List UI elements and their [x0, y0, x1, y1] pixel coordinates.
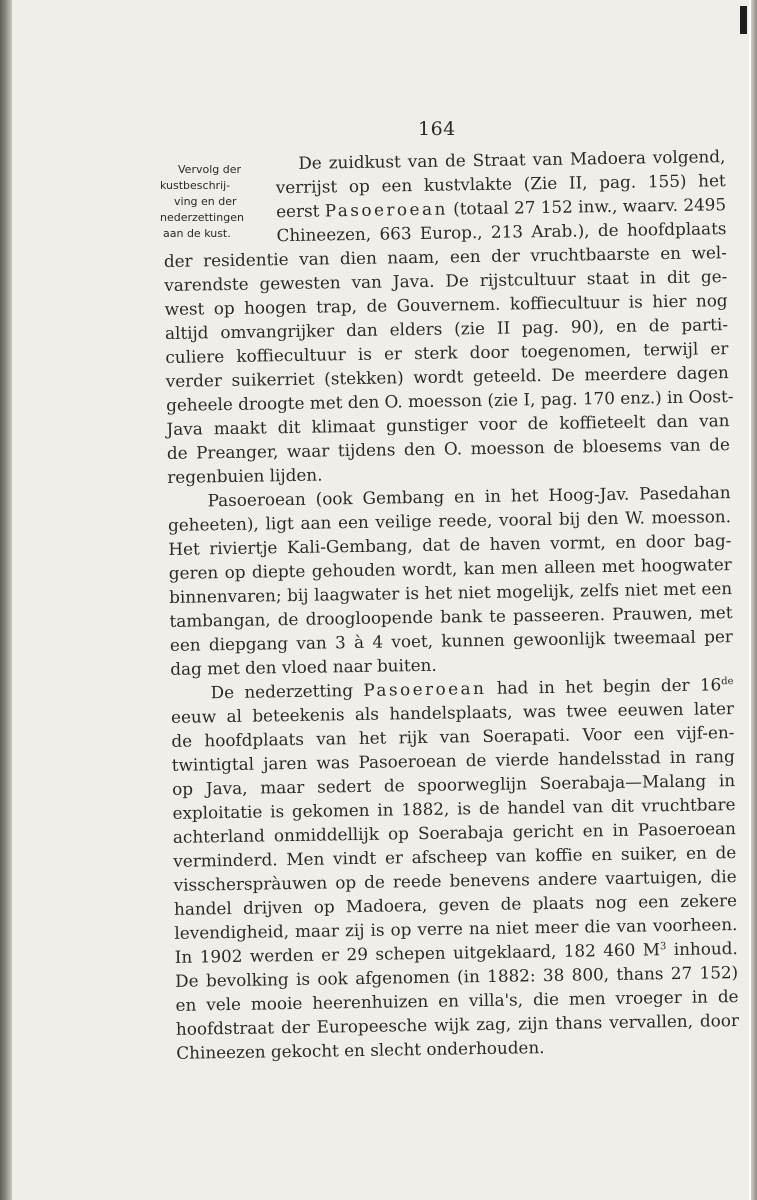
text-line: west op hoogen trap, de Gouvernem. koffiecultuur is hier nog [164, 290, 728, 319]
margin-note-line: Vervolg der [178, 163, 242, 176]
text-line: verminderd. Men vindt er afscheep van koffie en suiker, en de [173, 842, 737, 871]
text-line: der residentie van dien naam, een der vruchtbaarste en wel- [163, 242, 727, 271]
text-segment: eerst [275, 200, 320, 222]
place-name-spaced: Pasoeroean [324, 198, 448, 221]
text-line: geren op diepte gehouden wordt, kan men alleen met hoogwater [168, 554, 732, 583]
text-line: regenbuien lijden. [167, 464, 323, 487]
text-line: visscherspràuwen op de reede benevens andere vaartuigen, die [173, 866, 737, 895]
text-line: exploitatie is gekomen in 1882, is de handel van dit vruchtbare [172, 794, 736, 823]
place-name-spaced: Pasoeroean [363, 677, 487, 700]
text-line: Java maakt dit klimaat gunstiger voor de koffieteelt dan van [166, 410, 730, 439]
text-segment: inhoud. [673, 938, 738, 960]
text-segment: had in het begin der 16 [496, 674, 722, 698]
scan-corner-mark [740, 6, 747, 34]
margin-note-line: nederzettingen [160, 211, 244, 224]
margin-note-line: ving en der [174, 195, 237, 208]
text-line: eeuw al beteekenis als handelsplaats, was twee eeuwen later [170, 698, 735, 727]
text-line: geheeten), ligt aan een veilige reede, vooral bij den W. moesson. [167, 506, 732, 535]
text-line: verder suikerriet (stekken) wordt geteeld. De meerdere dagen [165, 362, 729, 391]
text-line: achterland onmiddellijk op Soerabaja gericht en in Pasoeroean [172, 818, 737, 847]
text-line: Chineezen gekocht en slecht onderhouden. [176, 1037, 545, 1063]
margin-note [160, 162, 268, 242]
text-segment [497, 674, 734, 698]
text-line: twintigtal jaren was Pasoeroean de vierde handelsstad in rang [171, 746, 735, 775]
text-line: de hoofdplaats van het rijk van Soerapati. Voor een vijf-en- [171, 722, 735, 751]
superscript: 3 [659, 941, 667, 953]
text-line: handel drijven op Madoera, geven de plaats nog een zekere [173, 890, 738, 919]
text-line: Pasoeroean (ook Gembang en in het Hoog-Jav. Pasedahan [207, 482, 731, 511]
text-line: De zuidkust van de Straat van Madoera volgend, [298, 146, 726, 173]
text-segment: De nederzetting [210, 680, 354, 703]
text-line: De bevolking is ook afgenomen (in 1882: 38 800, thans 27 152) [175, 962, 739, 991]
text-segment: (totaal 27 152 inw., waarv. 2495 [453, 194, 727, 219]
text-segment: In 1902 werden er 29 schepen uitgeklaard, 182 460 M [174, 939, 661, 967]
margin-note-line: aan de kust. [163, 227, 231, 240]
text-line: hoofdstraat der Europeesche wijk zag, zijn thans vervallen, door [175, 1010, 740, 1039]
text-line: de Preanger, waar tijdens den O. moesson de bloesems van de [166, 434, 731, 463]
text-line: Het riviertje Kali-Gembang, dat de haven vormt, en door bag- [168, 530, 732, 559]
text-line: altijd omvangrijker dan elders (zie II pag. 90), en de parti- [164, 314, 729, 343]
text-line: levendigheid, maar zij is op verre na niet meer die van voorheen. [174, 914, 738, 943]
scan-right-edge [751, 0, 757, 1200]
text-line: Chineezen, 663 Europ., 213 Arab.), de hoofdplaats [276, 218, 727, 246]
text-line: en vele mooie heerenhuizen en villa's, die men vroeger in de [175, 986, 739, 1015]
text-line: op Java, maar sedert de spoorweglijn Soerabaja—Malang in [172, 770, 736, 799]
text-line: tambangan, de droogloopende bank te passeeren. Prauwen, met [169, 602, 733, 631]
text-line: geheele droogte met den O. moesson (zie I, pag. 170 enz.) in Oost- [166, 386, 734, 415]
scan-left-edge [0, 0, 12, 1200]
text-line: culiere koffiecultuur is er sterk door toegenomen, terwijl er [165, 338, 729, 367]
superscript: de [721, 676, 734, 688]
text-line: dag met den vloed naar buiten. [170, 654, 437, 679]
text-line: een diepgang van 3 à 4 voet, kunnen gewoonlijk tweemaal per [169, 626, 734, 655]
margin-note-line: kustbeschrij- [160, 179, 231, 192]
text-line: varendste gewesten van Java. De rijstcultuur staat in dit ge- [164, 266, 728, 295]
text-line: verrijst op een kustvlakte (Zie II, pag. 155) het [275, 170, 726, 198]
text-line: binnenvaren; bij laagwater is het niet mogelijk, zelfs niet met een [169, 578, 733, 607]
page-number: 164 [418, 118, 456, 140]
